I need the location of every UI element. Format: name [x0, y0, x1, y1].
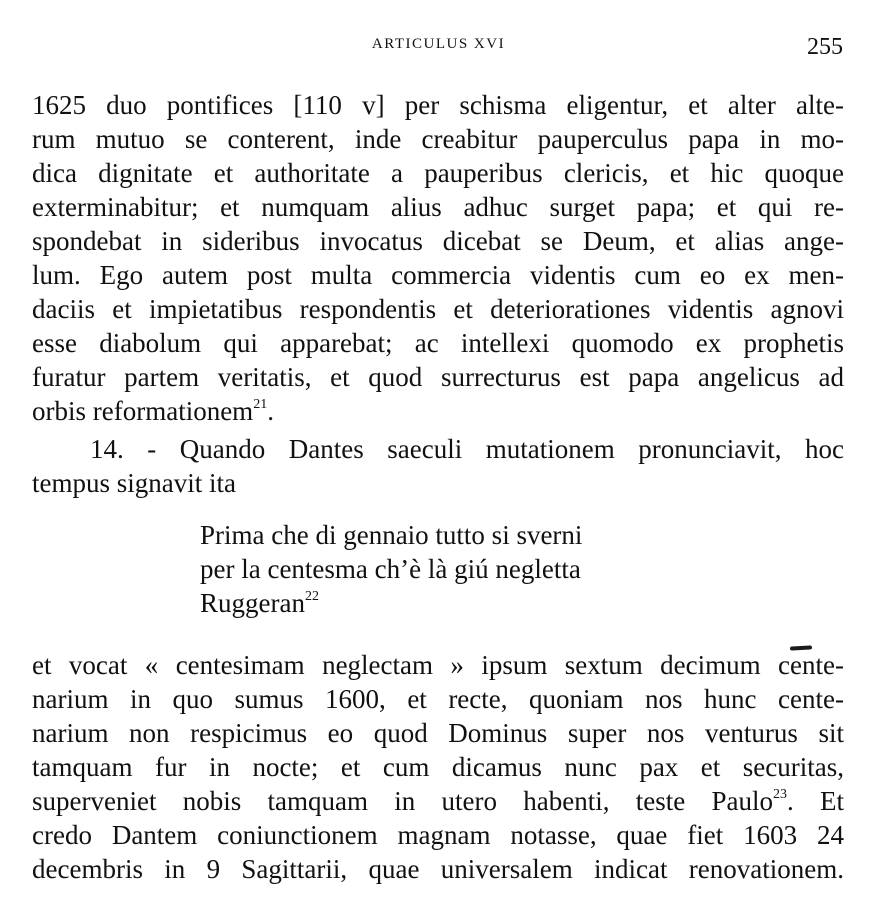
verse-quotation: [200, 518, 582, 620]
text-line: exterminabitur; et numquam alius adhuc surget papa; et qui re-: [32, 192, 844, 222]
text-line: narium non respicimus eo quod Dominus super nos venturus sit: [32, 718, 844, 748]
paragraph-2: [32, 432, 844, 500]
running-title: ARTICULUS XVI: [371, 36, 506, 52]
text-line: dica dignitate et authoritate a pauperibus clericis, et hic quoque: [32, 158, 844, 188]
paragraph-1: [32, 88, 844, 428]
text-line: spondebat in sideribus invocatus dicebat se Deum, et alias ange-: [32, 226, 844, 256]
paragraph-3: [32, 648, 844, 886]
text-line: 14. - Quando Dantes saeculi mutationem pronunciavit, hoc: [90, 434, 844, 464]
footnote-ref: 22: [304, 589, 319, 604]
text-line: tamquam fur in nocte; et cum dicamus nunc pax et securitas,: [32, 752, 844, 782]
text-line: rum mutuo se conterent, inde creabitur pauperculus papa in mo-: [32, 124, 844, 154]
verse-line-last: [200, 586, 582, 620]
text-line: furatur partem veritatis, et quod surrecturus est papa angelicus ad: [32, 362, 844, 392]
footnote-ref: 21: [253, 397, 268, 412]
line-text: superveniet nobis tamquam in utero habenti, teste Paulo: [32, 786, 773, 816]
running-head: [0, 34, 877, 60]
line-text-end: . Et: [786, 786, 844, 816]
text-line: narium in quo sumus 1600, et recte, quoniam nos hunc cente-: [32, 684, 844, 714]
text-line-last: tempus signavit ita: [32, 468, 236, 498]
text-line: esse diabolum qui apparebat; ac intellexi quomodo ex prophetis: [32, 328, 844, 358]
text-line: lum. Ego autem post multa commercia videntis cum eo ex men-: [32, 260, 844, 290]
verse-line: Prima che di gennaio tutto si sverni: [200, 520, 583, 550]
text-line: 1625 duo pontifices [110 v] per schisma eligentur, et alter alte-: [32, 90, 844, 120]
verse-text: Ruggeran: [200, 588, 305, 618]
line-text: orbis reformationem: [32, 396, 254, 426]
text-line-last: [32, 394, 844, 428]
footnote-ref: 23: [772, 787, 787, 802]
text-line: credo Dantem coniunctionem magnam notasse, quae fiet 1603 24: [32, 820, 844, 850]
verse-line: per la centesma ch’è là giú negletta: [200, 554, 581, 584]
text-line: [32, 784, 844, 818]
text-line: et vocat « centesimam neglectam » ipsum sextum decimum cente-: [32, 650, 844, 680]
line-text-end: .: [267, 396, 274, 426]
page-number: 255: [807, 34, 843, 60]
text-line: decembris in 9 Sagittarii, quae universalem indicat renovationem.: [32, 854, 844, 884]
text-line: daciis et impietatibus respondentis et deteriorationes videntis agnovi: [32, 294, 844, 324]
